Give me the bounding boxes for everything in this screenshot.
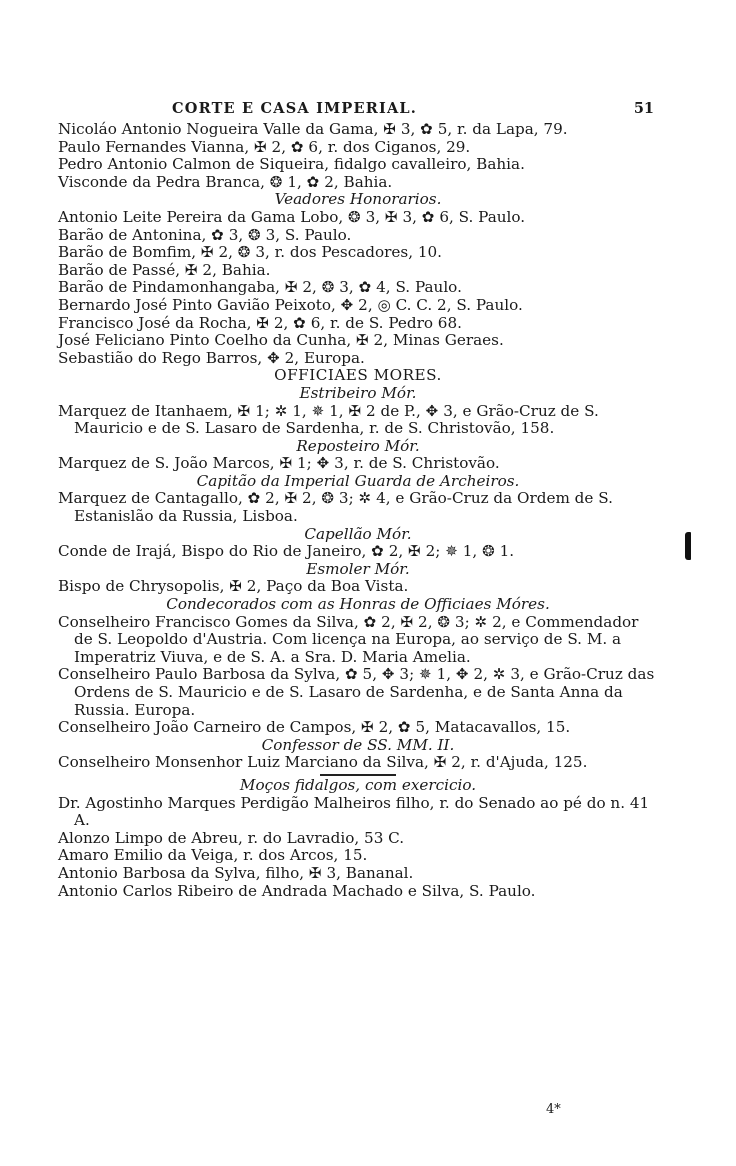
directory-entry: Conselheiro João Carneiro de Campos, ✠ 2, ✿ 5, Matacavallos, 15. <box>58 718 571 737</box>
directory-entry: Barão de Bomfim, ✠ 2, ❂ 3, r. dos Pescadores, 10. <box>58 243 443 262</box>
directory-entry: Conselheiro Paulo Barbosa da Sylva, ✿ 5, ✥ 3; ✵ 1, ✥ 2, ✲ 3, e Grão-Cruz das Ordens de S. Mauricio e de S. Lasaro de Sardenha, e de Santa Anna da Russia. Europa. <box>58 665 655 719</box>
page <box>58 100 658 900</box>
page-header <box>58 100 658 120</box>
directory-entry: Antonio Barbosa da Sylva, filho, ✠ 3, Bananal. <box>58 863 414 882</box>
section-subtitle: Confessor de SS. MM. II. <box>261 735 455 754</box>
directory-entry: Conde de Irajá, Bispo do Rio de Janeiro, ✿ 2, ✠ 2; ✵ 1, ❂ 1. <box>58 542 515 561</box>
printer-signature-mark: 4* <box>546 1102 561 1117</box>
directory-entry: Bispo de Chrysopolis, ✠ 2, Paço da Boa Vista. <box>58 577 409 596</box>
directory-entry: José Feliciano Pinto Coelho da Cunha, ✠ 2, Minas Geraes. <box>58 331 504 350</box>
text-body <box>58 121 658 900</box>
directory-entry: Sebastião do Rego Barros, ✥ 2, Europa. <box>58 348 365 367</box>
section-subtitle: Esmoler Mór. <box>306 559 410 578</box>
section-subtitle: Capitão da Imperial Guarda de Archeiros. <box>196 471 520 490</box>
section-subtitle: Estribeiro Mór. <box>299 383 417 402</box>
section-subtitle: Condecorados com as Honras de Officiaes Móres. <box>166 595 550 614</box>
directory-entry: Visconde da Pedra Branca, ❂ 1, ✿ 2, Bahia. <box>58 172 393 191</box>
directory-entry: Marquez de Itanhaem, ✠ 1; ✲ 1, ✵ 1, ✠ 2 de P., ✥ 3, e Grão-Cruz de S. Mauricio e de S. Lasaro de Sardenha, r. de S. Christovão, 158. <box>58 401 599 438</box>
directory-entry: Marquez de S. João Marcos, ✠ 1; ✥ 3, r. de S. Christovão. <box>58 454 500 473</box>
directory-entry: Nicoláo Antonio Nogueira Valle da Gama, ✠ 3, ✿ 5, r. da Lapa, 79. <box>58 120 568 138</box>
directory-entry: Barão de Passé, ✠ 2, Bahia. <box>58 260 271 279</box>
directory-entry: Marquez de Cantagallo, ✿ 2, ✠ 2, ❂ 3; ✲ 4, e Grão-Cruz da Ordem de S. Estanislão da Russia, Lisboa. <box>58 489 613 526</box>
running-title: CORTE E CASA IMPERIAL. <box>172 100 418 117</box>
directory-entry: Antonio Leite Pereira da Gama Lobo, ❂ 3, ✠ 3, ✿ 6, S. Paulo. <box>58 207 526 226</box>
section-subtitle: Moços fidalgos, com exercicio. <box>239 775 477 794</box>
directory-entry: Antonio Carlos Ribeiro de Andrada Machado e Silva, S. Paulo. <box>58 881 536 900</box>
section-subtitle: Reposteiro Mór. <box>296 436 420 455</box>
section-heading: OFFICIAES MORES. <box>274 366 442 385</box>
directory-entry: Alonzo Limpo de Abreu, r. do Lavradio, 53 C. <box>58 828 405 847</box>
section-subtitle: Capellão Mór. <box>304 524 412 543</box>
directory-entry: Conselheiro Monsenhor Luiz Marciano da Silva, ✠ 2, r. d'Ajuda, 125. <box>58 753 588 772</box>
directory-entry: Barão de Antonina, ✿ 3, ❂ 3, S. Paulo. <box>58 225 352 244</box>
directory-entry: Bernardo José Pinto Gavião Peixoto, ✥ 2, ◎ C. C. 2, S. Paulo. <box>58 295 523 314</box>
directory-entry: Amaro Emilio da Veiga, r. dos Arcos, 15. <box>58 846 368 865</box>
directory-entry: Dr. Agostinho Marques Perdigão Malheiros filho, r. do Senado ao pé do n. 41 A. <box>58 793 650 830</box>
page-number: 51 <box>633 100 654 117</box>
directory-entry: Pedro Antonio Calmon de Siqueira, fidalgo cavalleiro, Bahia. <box>58 155 525 174</box>
directory-entry: Conselheiro Francisco Gomes da Silva, ✿ 2, ✠ 2, ❂ 3; ✲ 2, e Commendador de S. Leopoldo d'Austria. Com licença na Europa, ao serviço de S. M. a Imperatriz Viuva, e de S. A. a Sra. D. Maria Amelia. <box>58 612 639 666</box>
directory-entry: Paulo Fernandes Vianna, ✠ 2, ✿ 6, r. dos Ciganos, 29. <box>58 137 471 156</box>
directory-entry: Francisco José da Rocha, ✠ 2, ✿ 6, r. de S. Pedro 68. <box>58 313 462 332</box>
section-subtitle: Veadores Honorarios. <box>274 190 442 209</box>
directory-entry: Barão de Pindamonhangaba, ✠ 2, ❂ 3, ✿ 4, S. Paulo. <box>58 278 462 297</box>
margin-ink-mark <box>685 532 691 560</box>
